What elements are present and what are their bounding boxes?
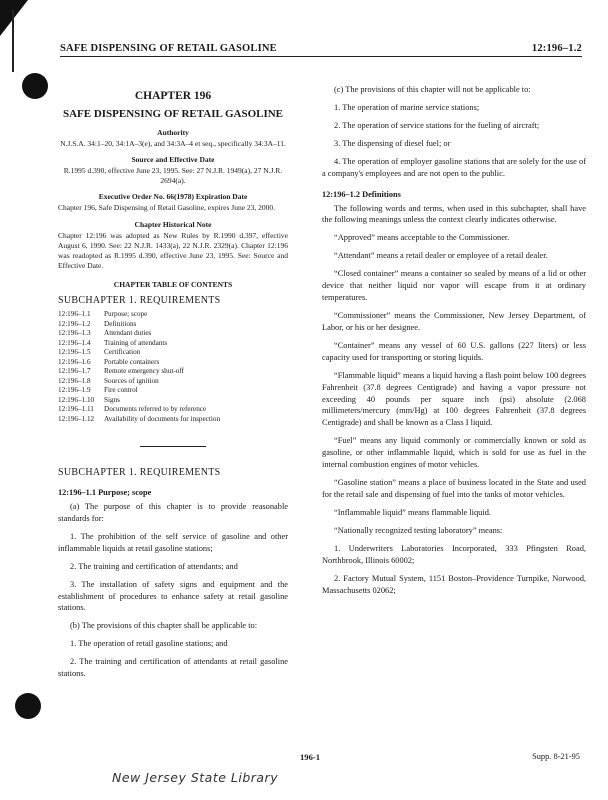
toc-entry-title: Training of attendants [104, 338, 168, 347]
section-1-1-heading: 12:196–1.1 Purpose; scope [58, 488, 152, 497]
toc-entry-title: Remote emergency shut-off [104, 367, 184, 375]
toc-entry-title: Purpose; scope [104, 310, 148, 318]
right-column [322, 84, 586, 602]
executive-order-text: Chapter 196, Safe Dispensing of Retail Gasoline, expires June 23, 2000. [58, 203, 276, 213]
toc-entry-number: 12:196–1.4 [58, 338, 91, 347]
paragraph: 1. The operation of marine service stations; [334, 102, 480, 112]
toc-heading: CHAPTER TABLE OF CONTENTS [113, 280, 233, 289]
historical-note-heading: Chapter Historical Note [134, 219, 212, 229]
toc-entry-number: 12:196–1.8 [58, 376, 91, 385]
supplement-date: Supp. 8-21-95 [532, 752, 580, 761]
source-heading: Source and Effective Date [131, 155, 215, 165]
paragraph: (c) The provisions of this chapter will not be applicable to: [334, 85, 531, 94]
historical-note-text: Chapter 12:196 was adopted as New Rules by R.1990 d.397, effective August 6, 1990. See: 22 N.J.R. 1433(a), 22 N.J.R. 2329(a). Chapter 12:196 was readopted as R.1995 d.390, effective June 23, 1995. See: Source and Effective Date. [58, 230, 288, 270]
toc-entry [58, 329, 288, 339]
binder-hole-top [22, 73, 48, 99]
toc-entry-title: Fire control [104, 386, 138, 394]
paragraph: (a) The purpose of this chapter is to provide reasonable standards for: [58, 502, 288, 523]
definition-paragraph: “Attendant” means a retail dealer or employee of a retail dealer. [334, 251, 548, 261]
toc-entry [58, 367, 288, 377]
definition-paragraph: “Inflammable liquid” means flammable liquid. [334, 507, 491, 517]
toc-entry-title: Definitions [104, 319, 137, 328]
toc-entry [58, 396, 288, 406]
toc-entry [58, 405, 288, 415]
toc-entry [58, 339, 288, 349]
toc-entry [58, 386, 288, 396]
definition-paragraph: “Approved” means acceptable to the Commissioner. [334, 233, 510, 243]
toc-entry-number: 12:196–1.5 [58, 348, 91, 356]
toc-entry [58, 310, 288, 320]
left-column [58, 84, 288, 686]
toc-entry [58, 320, 288, 330]
definitions-paragraphs [322, 203, 586, 597]
running-header [60, 38, 582, 57]
toc-entry [58, 415, 288, 425]
definition-paragraph: The following words and terms, when used in this subchapter, shall have the following meanings unless the context clearly indicates otherwise. [322, 203, 586, 225]
definition-paragraph: “Closed container” means a container so sealed by means of a lid or other device that neither liquid nor vapor will escape from it at ordinary temperatures. [322, 269, 586, 303]
section-1-2-heading: 12:196–1.2 Definitions [322, 189, 401, 199]
margin-line [12, 10, 14, 72]
toc-subchapter: SUBCHAPTER 1. REQUIREMENTS [58, 295, 221, 306]
definition-paragraph: “Commissioner” means the Commissioner, New Jersey Department, of Labor, or his or her designee. [322, 310, 586, 332]
toc-entry-title: Signs [104, 395, 120, 404]
toc-entry-title: Availability of documents for inspection [104, 414, 221, 423]
header-title: SAFE DISPENSING OF RETAIL GASOLINE [60, 43, 277, 54]
paragraph: 4. The operation of employer gasoline stations that are solely for the use of a company's employees and are not open to the public. [322, 156, 586, 178]
paragraph: 2. The operation of service stations for the fueling of aircraft; [334, 120, 540, 130]
chapter-number: CHAPTER 196 [134, 90, 212, 102]
toc-entry-title: Sources of ignition [104, 376, 159, 385]
definition-paragraph: 1. Underwriters Laboratories Incorporated, 333 Pfingsten Road, Northbrook, Illinois 60002; [322, 543, 586, 565]
toc-entry-title: Attendant duties [104, 329, 152, 337]
section-divider [140, 446, 206, 447]
toc-entry-number: 12:196–1.1 [58, 310, 91, 318]
source-text: R.1995 d.390, effective June 23, 1995. See: 27 N.J.R. 1949(a), 27 N.J.R. 2694(a). [63, 166, 283, 186]
page-number: 196-1 [300, 752, 321, 762]
right-paragraphs-top [322, 84, 586, 180]
library-stamp: New Jersey State Library [112, 770, 279, 785]
toc-entry [58, 377, 288, 387]
paragraph: 1. The operation of retail gasoline stations; and [70, 639, 228, 649]
definition-paragraph: “Gasoline station” means a place of business located in the State and used for the retail sale and dispensing of fuel into the tanks of motor vehicles. [322, 478, 586, 499]
paragraph: 3. The installation of safety signs and equipment and the establishment of procedures to enhance safety at retail gasoline stations. [58, 579, 288, 613]
paragraph: 1. The prohibition of the self service of gasoline and other inflammable liquids at retail gasoline stations; [58, 531, 288, 553]
toc-entry-number: 12:196–1.2 [58, 319, 91, 328]
toc-entry-title: Portable containers [104, 357, 160, 366]
toc-entry-number: 12:196–1.11 [58, 405, 94, 413]
subchapter-heading: SUBCHAPTER 1. REQUIREMENTS [58, 467, 221, 478]
toc-entry-number: 12:196–1.3 [58, 329, 91, 337]
paragraph: 2. The training and certification of attendants at retail gasoline stations. [58, 657, 288, 679]
toc-entry-number: 12:196–1.12 [58, 414, 95, 423]
toc-entry-number: 12:196–1.7 [58, 367, 91, 375]
authority-text: N.J.S.A. 34:1–20, 34:1A–3(e), and 34:3A–4 et seq., specifically 34:3A–11. [60, 139, 286, 148]
toc-entry-number: 12:196–1.6 [58, 357, 91, 366]
toc-entry [58, 358, 288, 368]
toc-entry [58, 348, 288, 358]
definition-paragraph: “Flammable liquid” means a liquid having a flash point below 100 degrees Fahrenheit (37.8 degrees Centigrade) and having a vapor pressure not exceeding 40 pounds per square inch (psi) absolute (2.068 millimeters/mercury (mm/Hg) at 100 degrees Fahrenheit (37.8 degrees Centigrade) and shall be known as a Class I liquid. [322, 370, 586, 428]
chapter-title: SAFE DISPENSING OF RETAIL GASOLINE [62, 108, 284, 120]
toc-entry-title: Documents referred to by reference [104, 405, 207, 413]
toc-entry-number: 12:196–1.10 [58, 395, 95, 404]
paragraph: 3. The dispensing of diesel fuel; or [334, 138, 451, 148]
toc-entry-number: 12:196–1.9 [58, 386, 91, 394]
binder-hole-bottom [15, 693, 41, 719]
header-section: 12:196–1.2 [531, 43, 582, 54]
definition-paragraph: “Container” means any vessel of 60 U.S. gallons (227 liters) or less capacity used for transporting or storing liquids. [322, 340, 586, 362]
toc-entry-title: Certification [104, 348, 141, 356]
paragraph: 2. The training and certification of attendants; and [70, 561, 238, 571]
authority-heading: Authority [157, 128, 189, 137]
definition-paragraph: 2. Factory Mutual System, 1151 Boston–Providence Turnpike, Norwood, Massachusetts 02062; [322, 573, 586, 595]
executive-order-heading: Executive Order No. 66(1978) Expiration Date [98, 192, 248, 202]
toc-list [58, 310, 288, 424]
definition-paragraph: “Nationally recognized testing laboratory” means: [334, 525, 503, 535]
paragraph: (b) The provisions of this chapter shall be applicable to: [70, 621, 258, 631]
corner-registration-mark [0, 0, 28, 36]
left-paragraphs [58, 501, 288, 680]
definition-paragraph: “Fuel” means any liquid commonly or commercially known or sold as gasoline, or other inflammable liquid, which is sold for use as fuel in the internal combustion engines of motor vehicles. [322, 436, 586, 470]
